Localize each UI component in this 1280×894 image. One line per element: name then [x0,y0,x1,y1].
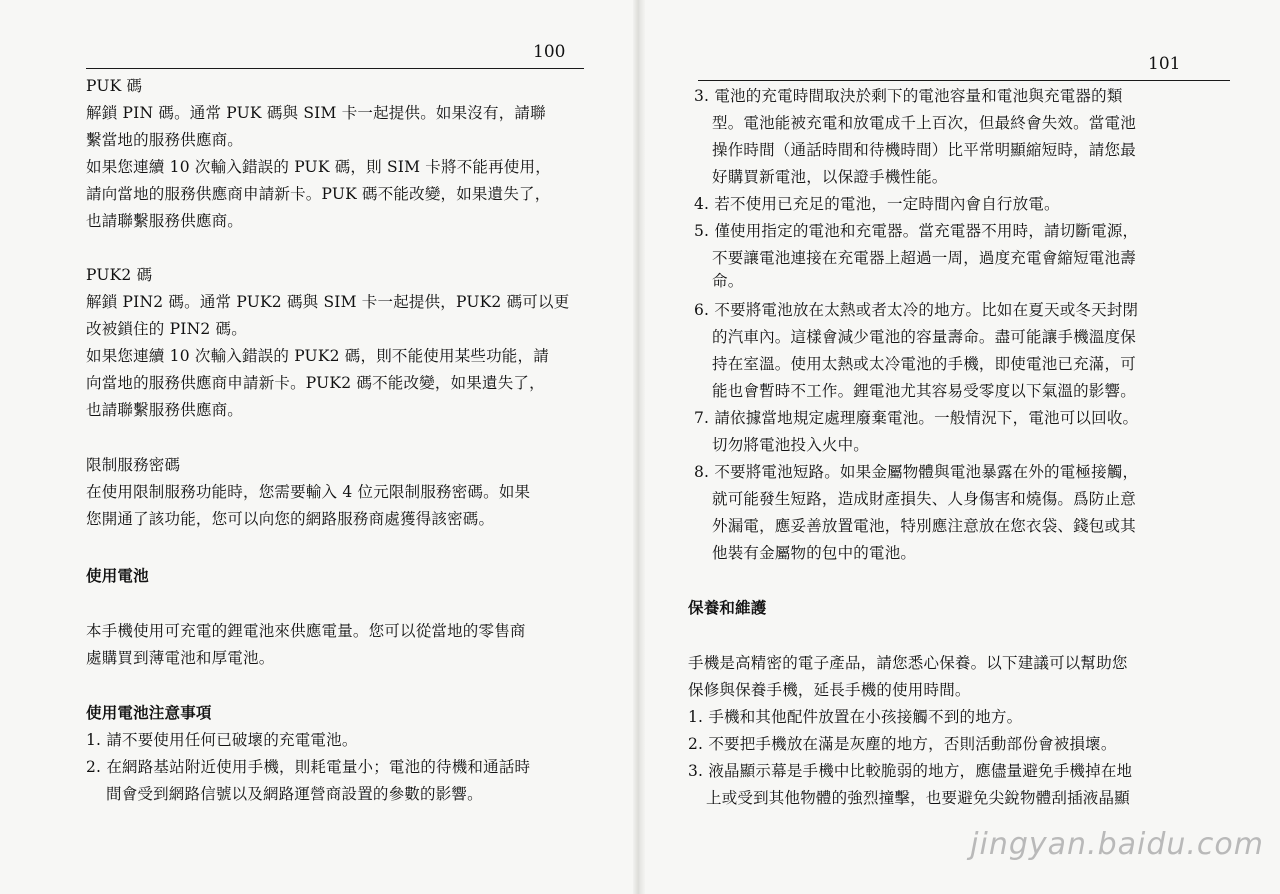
section-heading: PUK 碼 [86,77,143,95]
text-line: 向當地的服務供應商申請新卡。PUK2 碼不能改變，如果遺失了， [86,374,545,392]
watermark-text: jingyan.baidu.com [970,827,1264,862]
list-item-continuation: 不要讓電池連接在充電器上超過一周，過度充電會縮短電池壽 [712,249,1136,267]
text-line: 請向當地的服務供應商申請新卡。PUK 碼不能改變，如果遺失了， [86,185,551,203]
text-line: 也請聯繫服務供應商。 [86,401,244,419]
list-item: 6. 不要將電池放在太熱或者太冷的地方。比如在夏天或冬天封閉 [694,301,1139,319]
list-item: 1. 請不要使用任何已破壞的充電電池。 [86,731,358,749]
list-item-continuation: 間會受到網路信號以及網路運營商設置的參數的影響。 [106,785,483,803]
list-item: 2. 在網路基站附近使用手機，則耗電量小；電池的待機和通話時 [86,758,531,776]
section-heading: 限制服務密碼 [86,456,181,474]
header-rule [86,68,584,69]
text-line: 在使用限制服務功能時，您需要輸入 4 位元限制服務密碼。如果 [86,483,531,501]
list-item-continuation: 上或受到其他物體的強烈撞擊，也要避免尖銳物體刮插液晶顯 [706,789,1130,807]
text-line: 解鎖 PIN 碼。通常 PUK 碼與 SIM 卡一起提供。如果沒有，請聯 [86,104,546,122]
list-item: 2. 不要把手機放在滿是灰塵的地方，否則活動部份會被損壞。 [688,735,1117,753]
section-heading: 使用電池注意事項 [86,703,212,722]
list-item-continuation: 持在室溫。使用太熱或太冷電池的手機，即使電池已充滿，可 [712,355,1136,373]
list-item-continuation: 切勿將電池投入火中。 [712,436,870,454]
right-page [640,0,1280,894]
list-item-continuation: 他裝有金屬物的包中的電池。 [712,544,917,562]
text-line: 如果您連續 10 次輸入錯誤的 PUK2 碼，則不能使用某些功能，請 [86,347,549,365]
list-item-continuation: 命。 [712,272,744,290]
text-line: 處購買到薄電池和厚電池。 [86,649,275,667]
section-heading: PUK2 碼 [86,266,153,284]
text-line: 解鎖 PIN2 碼。通常 PUK2 碼與 SIM 卡一起提供，PUK2 碼可以更 [86,293,570,311]
list-item-continuation: 型。電池能被充電和放電成千上百次，但最終會失效。當電池 [712,114,1136,132]
text-line: 繫當地的服務供應商。 [86,131,244,149]
list-item: 3. 液晶顯示幕是手機中比較脆弱的地方，應儘量避免手機掉在地 [688,762,1133,780]
section-heading: 保養和維護 [688,598,767,617]
list-item: 3. 電池的充電時間取決於剩下的電池容量和電池與充電器的類 [694,87,1123,105]
list-item-continuation: 就可能發生短路，造成財產損失、人身傷害和燒傷。爲防止意 [712,490,1136,508]
list-item-continuation: 好購買新電池，以保證手機性能。 [712,168,948,186]
page-number: 101 [1148,54,1181,74]
list-item: 5. 僅使用指定的電池和充電器。當充電器不用時，請切斷電源， [694,222,1139,240]
list-item: 7. 請依據當地規定處理廢棄電池。一般情況下，電池可以回收。 [694,409,1139,427]
list-item-continuation: 外漏電，應妥善放置電池，特別應注意放在您衣袋、錢包或其 [712,517,1136,535]
list-item: 4. 若不使用已充足的電池，一定時間內會自行放電。 [694,195,1060,213]
page-number: 100 [533,42,566,62]
text-line: 本手機使用可充電的鋰電池來供應電量。您可以從當地的零售商 [86,622,526,640]
text-line: 保修與保養手機，延長手機的使用時間。 [688,681,971,699]
list-item-continuation: 的汽車內。這樣會減少電池的容量壽命。盡可能讓手機溫度保 [712,328,1136,346]
section-heading: 使用電池 [86,566,149,585]
text-line: 改被鎖住的 PIN2 碼。 [86,320,247,338]
text-line: 也請聯繫服務供應商。 [86,212,244,230]
list-item-continuation: 操作時間（通話時間和待機時間）比平常明顯縮短時，請您最 [712,141,1136,159]
header-rule [698,80,1230,81]
text-line: 手機是高精密的電子產品，請您悉心保養。以下建議可以幫助您 [688,654,1128,672]
list-item-continuation: 能也會暫時不工作。鋰電池尤其容易受零度以下氣溫的影響。 [712,382,1136,400]
list-item: 8. 不要將電池短路。如果金屬物體與電池暴露在外的電極接觸， [694,463,1139,481]
text-line: 您開通了該功能，您可以向您的網路服務商處獲得該密碼。 [86,510,495,528]
text-line: 如果您連續 10 次輸入錯誤的 PUK 碼，則 SIM 卡將不能再使用， [86,158,551,176]
list-item: 1. 手機和其他配件放置在小孩接觸不到的地方。 [688,708,1023,726]
